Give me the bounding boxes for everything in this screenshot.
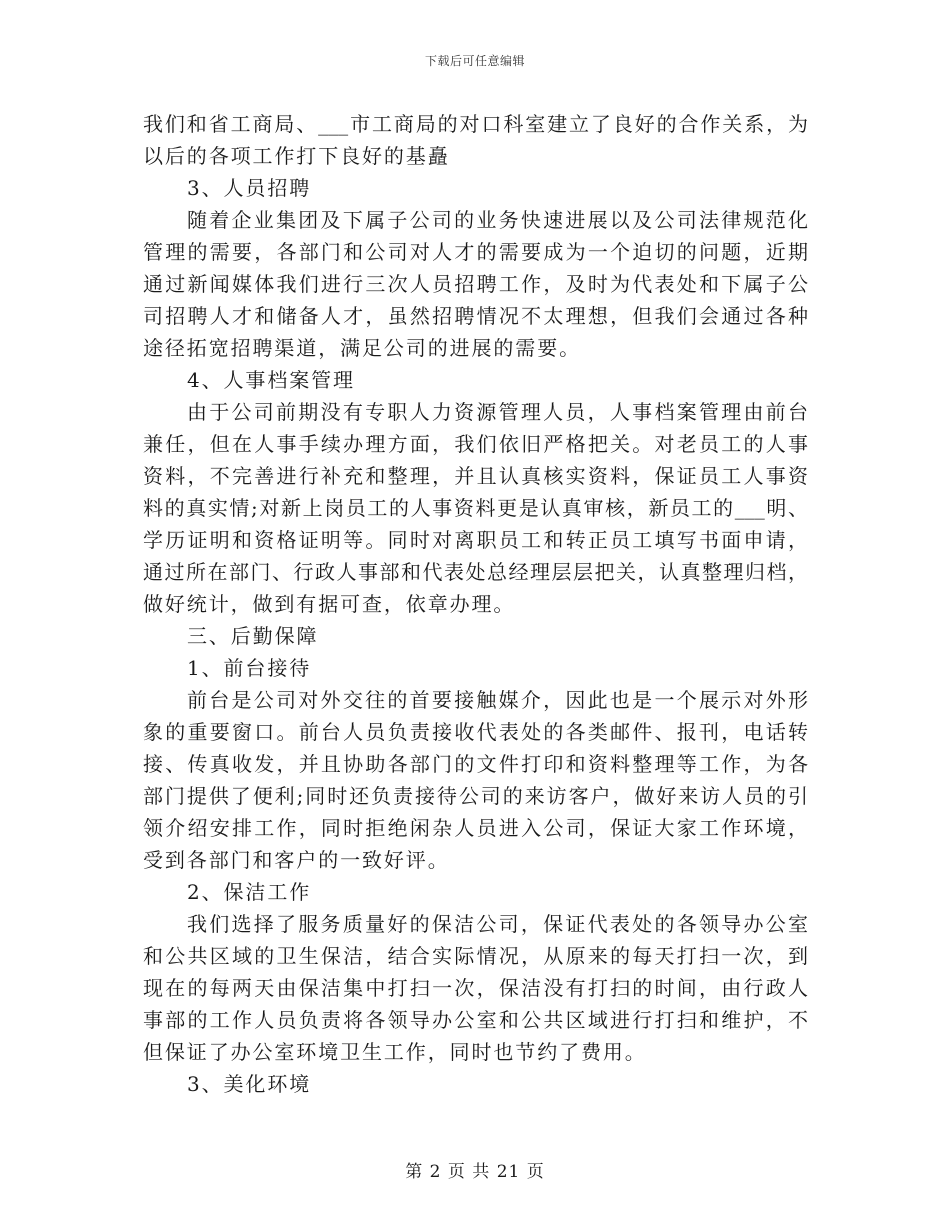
section-heading: 2、保洁工作 — [187, 880, 312, 904]
paragraph-line: 象的重要窗口。前台人员负责接收代表处的各类邮件、报刊，电话转 — [143, 720, 808, 744]
paragraph-line: 受到各部门和客户的一致好评。 — [143, 848, 450, 872]
paragraph-line: 资料，不完善进行补充和整理，并且认真核实资料，保证员工人事资 — [143, 464, 808, 488]
page-number-footer: 第 2 页 共 21 页 — [405, 1162, 545, 1182]
paragraph-line: 司招聘人才和储备人才，虽然招聘情况不太理想，但我们会通过各种 — [143, 304, 808, 328]
paragraph-line: 现在的每两天由保洁集中打扫一次，保洁没有打扫的时间，由行政人 — [143, 976, 808, 1000]
paragraph-line: 领介绍安排工作，同时拒绝闲杂人员进入公司，保证大家工作环境， — [143, 816, 808, 840]
paragraph-line: 随着企业集团及下属子公司的业务快速进展以及公司法律规范化 — [187, 208, 808, 232]
paragraph-line: 部门提供了便利;同时还负责接待公司的来访客户，做好来访人员的引 — [143, 784, 808, 808]
paragraph-line: 我们和省工商局、___市工商局的对口科室建立了良好的合作关系，为 — [143, 112, 808, 136]
paragraph-line: 兼任，但在人事手续办理方面，我们依旧严格把关。对老员工的人事 — [143, 432, 808, 456]
paragraph-line: 由于公司前期没有专职人力资源管理人员，人事档案管理由前台 — [187, 400, 808, 424]
section-heading: 三、后勤保障 — [187, 624, 319, 648]
paragraph-line: 管理的需要，各部门和公司对人才的需要成为一个迫切的问题，近期 — [143, 240, 808, 264]
paragraph-line: 接、传真收发，并且协助各部门的文件打印和资料整理等工作，为各 — [143, 752, 808, 776]
paragraph-line: 我们选择了服务质量好的保洁公司，保证代表处的各领导办公室 — [187, 912, 808, 936]
paragraph-line: 学历证明和资格证明等。同时对离职员工和转正员工填写书面申请， — [143, 528, 808, 552]
page-header-note: 下载后可任意编辑 — [424, 54, 525, 68]
paragraph-line: 料的真实情;对新上岗员工的人事资料更是认真审核，新员工的___明、 — [143, 496, 808, 520]
paragraph-line: 以后的各项工作打下良好的基矗 — [143, 144, 450, 168]
section-heading: 3、美化环境 — [187, 1072, 312, 1096]
paragraph-line: 前台是公司对外交往的首要接触媒介，因此也是一个展示对外形 — [187, 688, 808, 712]
paragraph-line: 和公共区域的卫生保洁，结合实际情况，从原来的每天打扫一次，到 — [143, 944, 808, 968]
paragraph-line: 做好统计，做到有据可查，依章办理。 — [143, 592, 516, 616]
section-heading: 3、人员招聘 — [187, 176, 312, 200]
section-heading: 1、前台接待 — [187, 656, 312, 680]
section-heading: 4、人事档案管理 — [187, 368, 355, 392]
document-body — [143, 108, 808, 1100]
paragraph-line: 通过新闻媒体我们进行三次人员招聘工作，及时为代表处和下属子公 — [143, 272, 808, 296]
paragraph-line: 但保证了办公室环境卫生工作，同时也节约了费用。 — [143, 1040, 647, 1064]
paragraph-line: 事部的工作人员负责将各领导办公室和公共区域进行打扫和维护，不 — [143, 1008, 808, 1032]
paragraph-line: 途径拓宽招聘渠道，满足公司的进展的需要。 — [143, 336, 581, 360]
paragraph-line: 通过所在部门、行政人事部和代表处总经理层层把关，认真整理归档， — [143, 560, 808, 584]
